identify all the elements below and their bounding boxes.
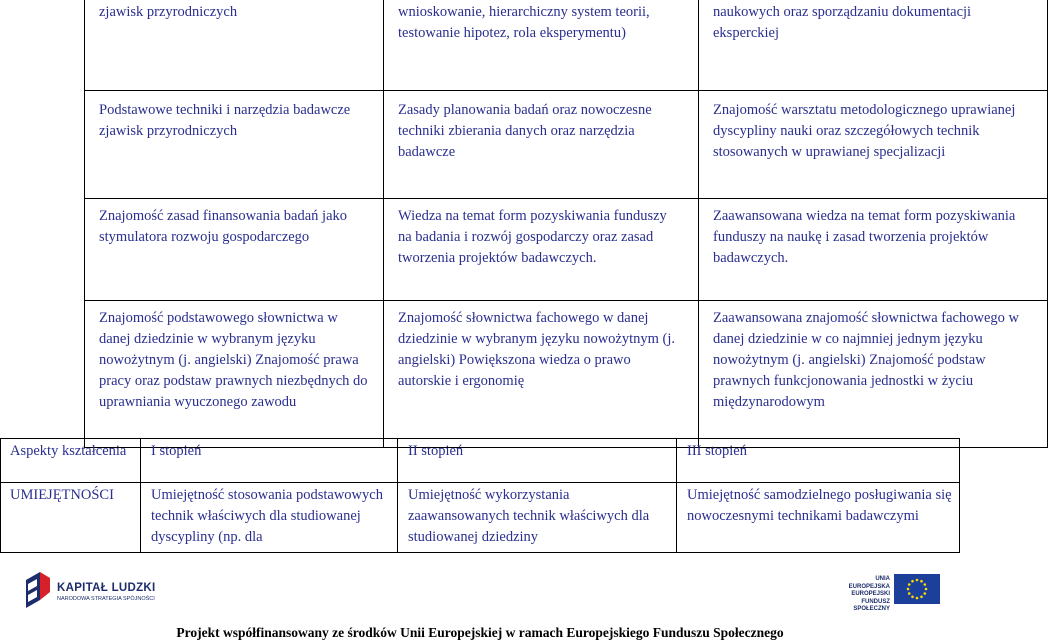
table-cell: Zaawansowana wiedza na temat form pozyskiwania funduszy na naukę i zasad tworzenia projektów badawczych.: [699, 199, 1048, 301]
row-aspect: UMIEJĘTNOŚCI: [1, 483, 141, 553]
table-row: [85, 199, 1048, 301]
table-cell: Znajomość warsztatu metodologicznego uprawianej dyscypliny nauki oraz szczegółowych technik stosowanych w uprawianej specjalizacji: [699, 91, 1048, 199]
header-aspect: Aspekty kształcenia: [1, 439, 141, 483]
eu-logo-line1: UNIA EUROPEJSKA: [848, 576, 890, 590]
kapital-ludzki-mark-icon: [24, 570, 52, 610]
table-cell: Wiedza na temat form pozyskiwania funduszy na badania i rozwój gospodarczy oraz zasad tworzenia projektów badawczych.: [384, 199, 699, 301]
table-cell: wnioskowanie, hierarchiczny system teorii, testowanie hipotez, rola eksperymentu): [384, 0, 699, 91]
eu-logo-line2: EUROPEJSKI: [851, 591, 890, 597]
table-cell: Znajomość słownictwa fachowego w danej dziedzinie w wybranym języku nowożytnym (j. angielski) Powiększona wiedza o prawo autorskie i ergonomię: [384, 301, 699, 448]
table-row: [85, 91, 1048, 199]
header-level-3: III stopień: [677, 439, 960, 483]
table-row: [85, 0, 1048, 91]
table-row: [1, 483, 960, 553]
table-cell: Umiejętność wykorzystania zaawansowanych technik właściwych dla studiowanej dziedziny: [398, 483, 677, 553]
table-row: [85, 301, 1048, 448]
table-cell: Zaawansowana znajomość słownictwa fachowego w danej dziedzinie w co najmniej jednym języku nowożytnym (j. angielski) Znajomość podstaw prawnych funkcjonowania jednostki w życiu międzynarodowym: [699, 301, 1048, 448]
table-cell: Znajomość podstawowego słownictwa w danej dziedzinie w wybranym języku nowożytnym (j. angielski) Znajomość prawa pracy oraz podstaw prawnych niezbędnych do uprawniania wyuczonego zawodu: [85, 301, 384, 448]
table-header-row: [1, 439, 960, 483]
kapital-ludzki-logo: [24, 570, 164, 620]
eu-logo-text: [836, 576, 890, 614]
table-cell: naukowych oraz sporządzaniu dokumentacji eksperckiej: [699, 0, 1048, 91]
eu-flag-icon: [894, 574, 940, 604]
funding-note: Projekt współfinansowany ze środków Unii Europejskiej w ramach Europejskiego Funduszu Społecznego: [176, 625, 784, 640]
header-level-1: I stopień: [141, 439, 398, 483]
table-cell: Umiejętność samodzielnego posługiwania się nowoczesnymi technikami badawczymi: [677, 483, 960, 553]
table-cell: Podstawowe techniki i narzędzia badawcze zjawisk przyrodniczych: [85, 91, 384, 199]
table-cell: Zasady planowania badań oraz nowoczesne techniki zbierania danych oraz narzędzia badawcze: [384, 91, 699, 199]
skills-table: [0, 438, 960, 553]
eu-logo-line3: FUNDUSZ SPOŁECZNY: [853, 598, 890, 612]
eu-logo: [836, 574, 946, 624]
table-cell: Umiejętność stosowania podstawowych technik właściwych dla studiowanej dyscypliny (np. dla: [141, 483, 398, 553]
table-cell: Znajomość zasad finansowania badań jako stymulatora rozwoju gospodarczego: [85, 199, 384, 301]
table-cell: zjawisk przyrodniczych: [85, 0, 384, 91]
criteria-table: [84, 0, 1048, 448]
header-level-2: II stopień: [398, 439, 677, 483]
kapital-ludzki-subtitle: NARODOWA STRATEGIA SPÓJNOŚCI: [57, 596, 155, 602]
kapital-ludzki-title: KAPITAŁ LUDZKI: [57, 582, 156, 594]
